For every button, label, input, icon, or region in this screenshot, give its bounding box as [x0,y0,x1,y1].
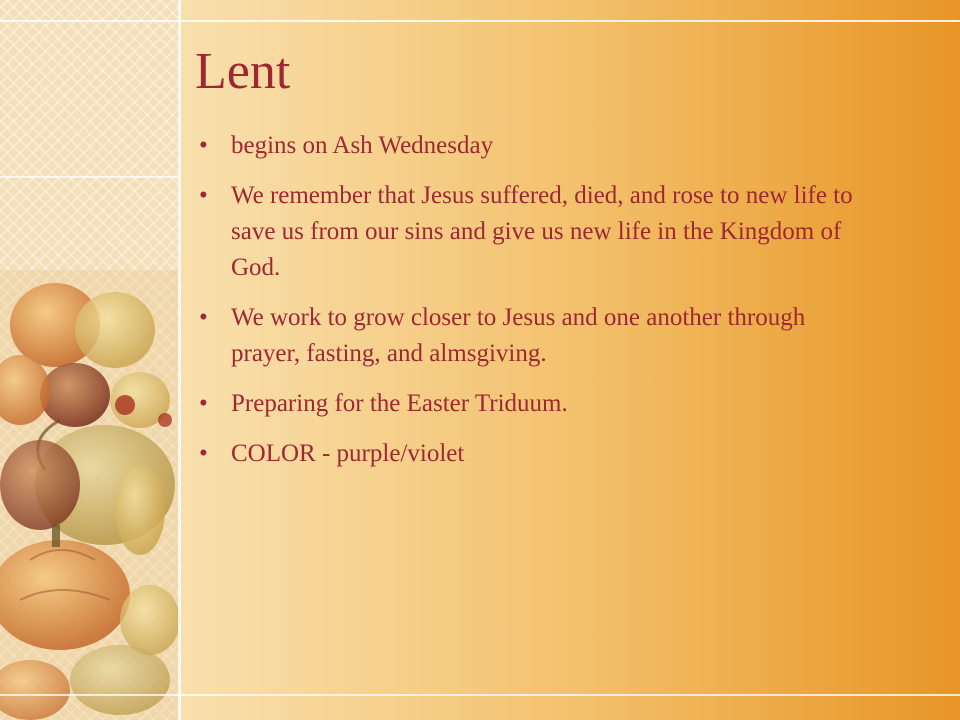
decorative-side-panel [0,0,180,720]
bullet-item [195,178,875,286]
bullet-list [195,128,875,486]
bullet-text: Preparing for the Easter Triduum. [231,390,568,417]
bullet-text: We work to grow closer to Jesus and one another through prayer, fasting, and almsgiving. [231,304,806,367]
bullet-text: We remember that Jesus suffered, died, and rose to new life to save us from our sins and give us new life in the Kingdom of God. [231,182,853,281]
divider [178,0,181,720]
bullet-icon: • [199,304,208,331]
bullet-icon: • [199,132,208,159]
harvest-fruit-gourds-icon [0,270,180,720]
divider [0,20,960,22]
bullet-item [195,436,875,472]
bullet-icon: • [199,182,208,209]
divider [0,176,180,178]
divider [0,694,960,696]
bullet-text: begins on Ash Wednesday [231,132,494,159]
bullet-item [195,386,875,422]
bullet-icon: • [199,390,208,417]
bullet-text: COLOR - purple/violet [231,440,465,467]
slide-title: Lent [195,43,291,100]
bullet-item [195,128,875,164]
bullet-icon: • [199,440,208,467]
bullet-item [195,300,875,372]
